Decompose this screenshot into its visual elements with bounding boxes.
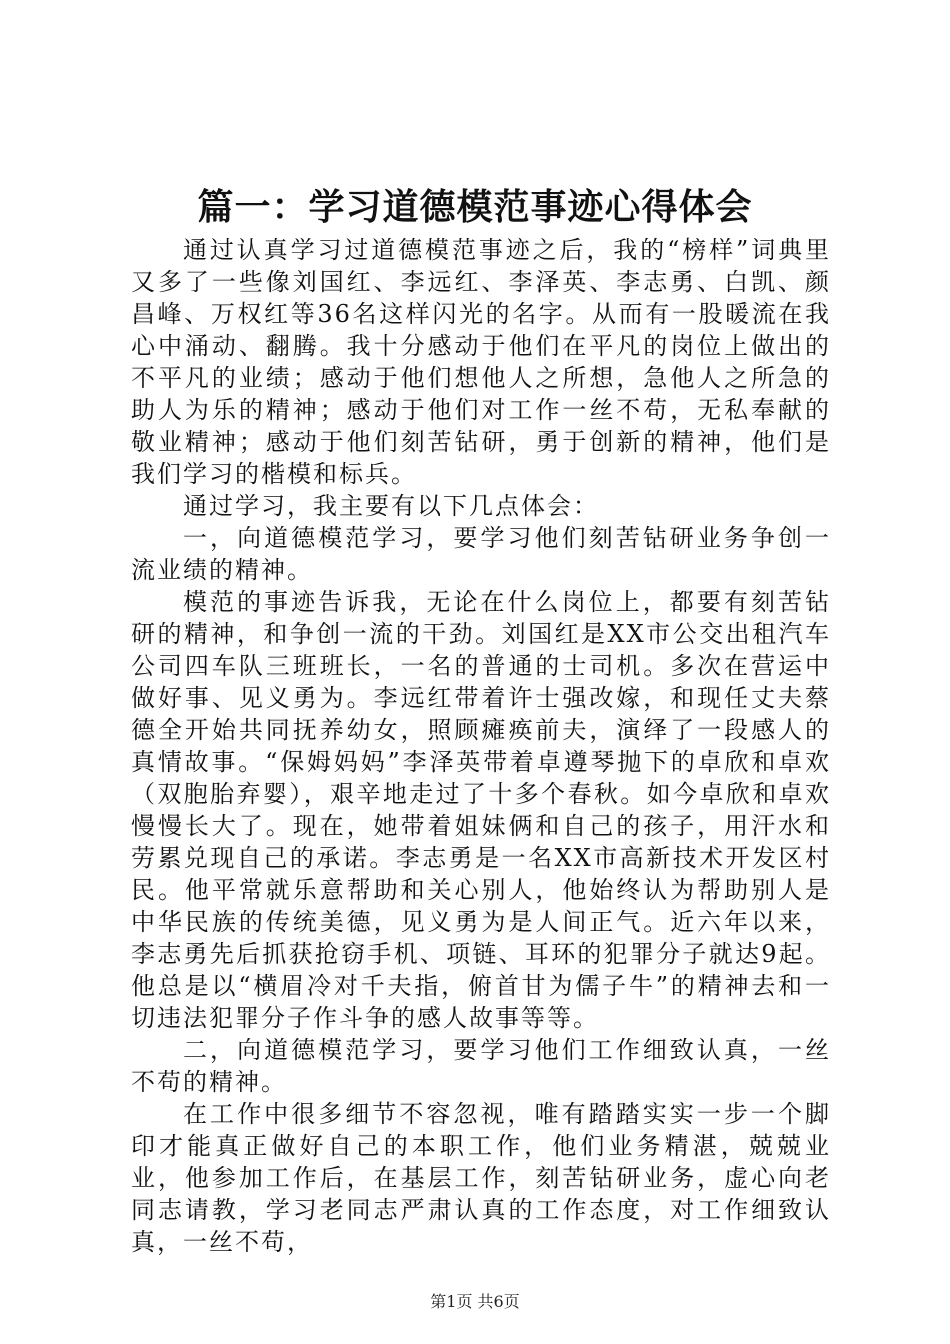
paragraph-intro: 通过认真学习过道德模范事迹之后，我的“榜样”词典里又多了一些像刘国红、李远红、李泽英、李志勇、白凯、颜昌峰、万权红等36名这样闪光的名字。从而有一股暖流在我心中涌动、翻腾。我十分感动于他们在平凡的岗位上做出的不平凡的业绩；感动于他们想他人之所想，急他人之所急的助人为乐的精神；感动于他们对工作一丝不苟，无私奉献的敬业精神；感动于他们刻苦钻研，勇于创新的精神，他们是我们学习的楷模和标兵。 [131, 236, 831, 488]
document-body [131, 234, 831, 1258]
page-number-footer: 第1页 共6页 [430, 1292, 520, 1311]
paragraph-point-two-detail: 在工作中很多细节不容忽视，唯有踏踏实实一步一个脚印才能真正做好自己的本职工作，他们业务精湛，兢兢业业，他参加工作后，在基层工作，刻苦钻研业务，虚心向老同志请教，学习老同志严肃认真的工作态度，对工作细致认真，一丝不苟， [131, 1100, 831, 1256]
paragraph-point-one: 一，向道德模范学习，要学习他们刻苦钻研业务争创一流业绩的精神。 [131, 524, 831, 584]
document-title: 篇一：学习道德模范事迹心得体会 [197, 186, 753, 228]
paragraph-summary-lead: 通过学习，我主要有以下几点体会： [183, 492, 599, 520]
paragraph-point-two: 二，向道德模范学习，要学习他们工作细致认真，一丝不苟的精神。 [131, 1036, 831, 1096]
paragraph-point-one-detail: 模范的事迹告诉我，无论在什么岗位上，都要有刻苦钻研的精神，和争创一流的干劲。刘国红是XX市公交出租汽车公司四车队三班班长，一名的普通的士司机。多次在营运中做好事、见义勇为。李远红带着许士强改嫁，和现任丈夫蔡德全开始共同抚养幼女，照顾瘫痪前夫，演绎了一段感人的真情故事。“保姆妈妈”李泽英带着卓遵琴抛下的卓欣和卓欢（双胞胎弃婴），艰辛地走过了十多个春秋。如今卓欣和卓欢慢慢长大了。现在，她带着姐妹俩和自己的孩子，用汗水和劳累兑现自己的承诺。李志勇是一名XX市高新技术开发区村民。他平常就乐意帮助和关心别人，他始终认为帮助别人是中华民族的传统美德，见义勇为是人间正气。近六年以来，李志勇先后抓获抢窃手机、项链、耳环的犯罪分子就达9起。他总是以“横眉冷对千夫指，俯首甘为儒子牛”的精神去和一切违法犯罪分子作斗争的感人故事等等。 [131, 588, 831, 1032]
